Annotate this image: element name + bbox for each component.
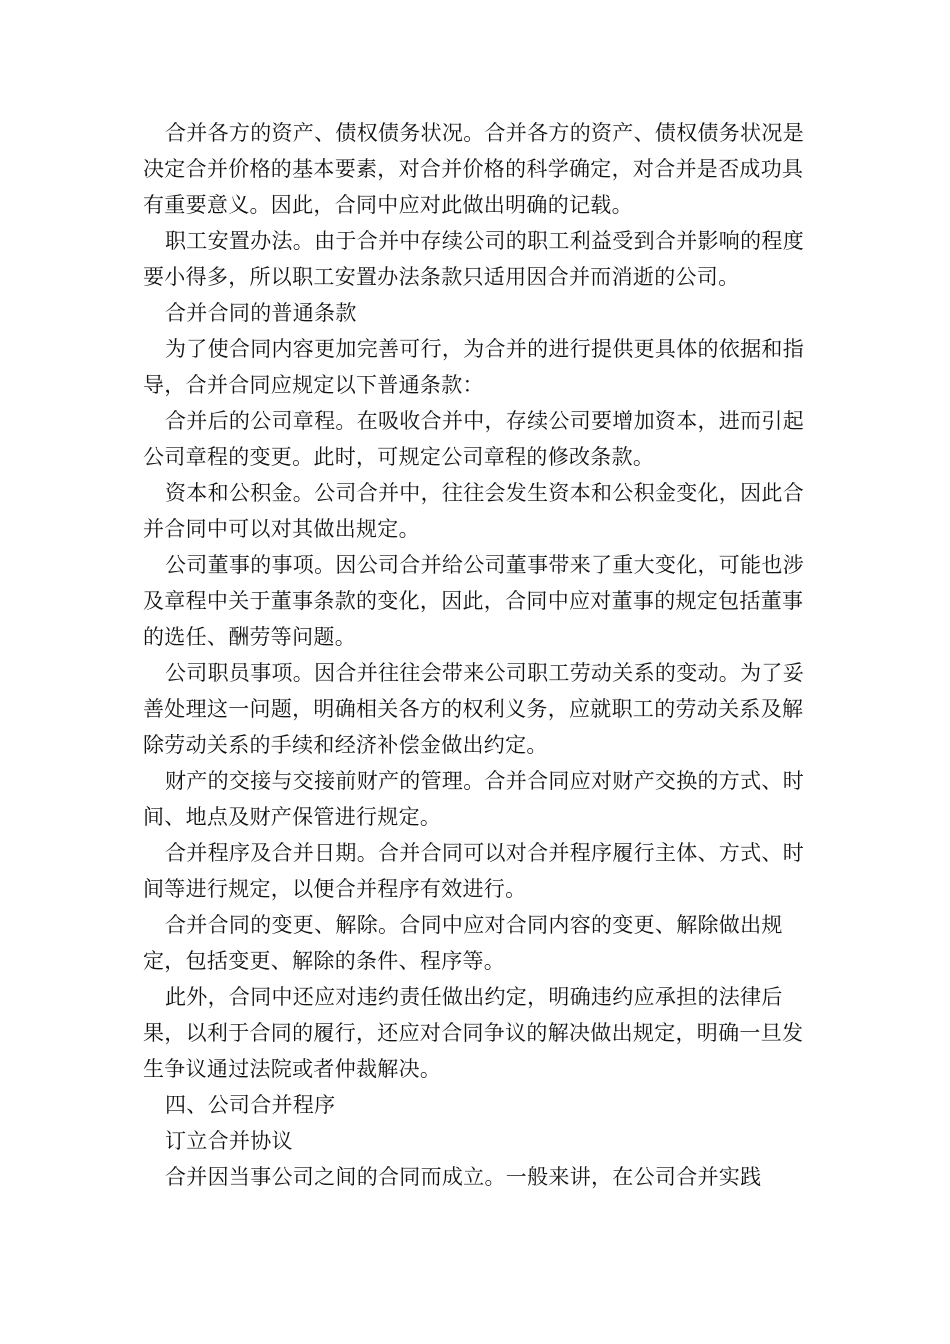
paragraph-liability-dispute: 此外，合同中还应对违约责任做出约定，明确违约应承担的法律后果，以利于合同的履行，还应对合同争议的解决做出规定，明确一旦发生争议通过法院或者仲裁解决。 bbox=[143, 985, 804, 1081]
paragraph-articles-of-association: 合并后的公司章程。在吸收合并中，存续公司要增加资本，进而引起公司章程的变更。此时，可规定公司章程的修改条款。 bbox=[143, 409, 804, 469]
heading-section-four: 四、公司合并程序 bbox=[165, 1093, 336, 1117]
paragraph-employee-placement: 职工安置办法。由于合并中存续公司的职工利益受到合并影响的程度要小得多，所以职工安置办法条款只适用因合并而消逝的公司。 bbox=[143, 229, 804, 289]
paragraph-merger-procedure-date: 合并程序及合并日期。合并合同可以对合并程序履行主体、方式、时间等进行规定，以便合并程序有效进行。 bbox=[143, 841, 804, 901]
heading-sign-agreement: 订立合并协议 bbox=[165, 1129, 293, 1153]
paragraph-contract-change: 合并合同的变更、解除。合同中应对合同内容的变更、解除做出规定，包括变更、解除的条件、程序等。 bbox=[143, 913, 783, 973]
paragraph-general-clauses-intro: 为了使合同内容更加完善可行，为合并的进行提供更具体的依据和指导，合并合同应规定以下普通条款： bbox=[143, 337, 804, 397]
paragraph-capital-reserve: 资本和公积金。公司合并中，往往会发生资本和公积金变化，因此合并合同中可以对其做出规定。 bbox=[143, 481, 804, 541]
paragraph-assets-debts: 合并各方的资产、债权债务状况。合并各方的资产、债权债务状况是决定合并价格的基本要素，对合并价格的科学确定，对合并是否成功具有重要意义。因此，合同中应对此做出明确的记载。 bbox=[143, 121, 804, 217]
document-body bbox=[143, 115, 823, 1195]
heading-general-clauses: 合并合同的普通条款 bbox=[165, 301, 357, 325]
paragraph-directors: 公司董事的事项。因公司合并给公司董事带来了重大变化，可能也涉及章程中关于董事条款的变化，因此，合同中应对董事的规定包括董事的选任、酬劳等问题。 bbox=[143, 553, 804, 649]
paragraph-merger-contract: 合并因当事公司之间的合同而成立。一般来讲，在公司合并实践 bbox=[165, 1165, 762, 1189]
paragraph-staff: 公司职员事项。因合并往往会带来公司职工劳动关系的变动。为了妥善处理这一问题，明确相关各方的权利义务，应就职工的劳动关系及解除劳动关系的手续和经济补偿金做出约定。 bbox=[143, 661, 804, 757]
paragraph-property-handover: 财产的交接与交接前财产的管理。合并合同应对财产交换的方式、时间、地点及财产保管进行规定。 bbox=[143, 769, 804, 829]
